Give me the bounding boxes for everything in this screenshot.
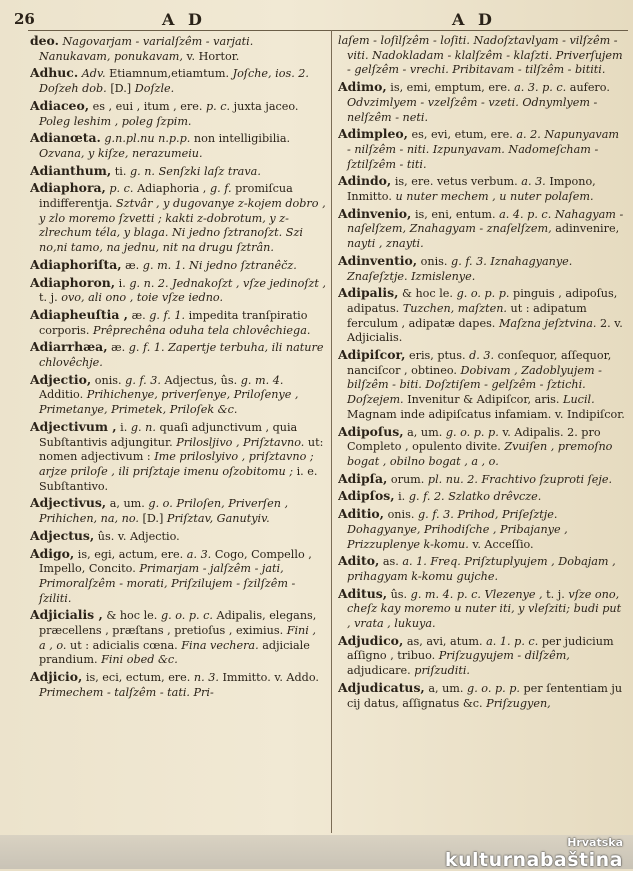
latin-text: t. j. (39, 291, 58, 305)
latin-text: ti. (114, 164, 127, 178)
croatian-gloss: Napunyavam - nilſzêm - niti. Izpunyavam. Nadomeſcham - ſztilſzêm - titi. (347, 128, 620, 171)
grammar-note: g. o. p. p. (445, 425, 499, 439)
latin-text: æ. (111, 341, 126, 355)
croatian-gloss: priſzuditi. (414, 664, 470, 678)
headword: Aditus, (338, 585, 388, 601)
latin-text: i. e. Subſtantivo. (39, 464, 318, 493)
croatian-gloss: Priſztav, Ganutyiv. (166, 512, 270, 526)
latin-text: & hoc le. (106, 609, 158, 623)
croatian-gloss: Tuzchen, maſzten. (402, 301, 507, 315)
latin-text: promiſcua indifferentja. (39, 182, 293, 211)
croatian-gloss: Nagovarjam - varialſzêm - varjati. Nanukavam, ponukavam, (39, 35, 254, 63)
grammar-note: a. 2. (516, 128, 541, 142)
croatian-gloss: Zvuiſen , premoſno bogat , obilno bogat , a , o. (347, 440, 613, 468)
latin-text: is, eni, entum. (414, 207, 496, 221)
croatian-gloss: Priſzugyen, (486, 696, 551, 710)
grammar-note: g. m. 4. (240, 373, 284, 387)
latin-text: i. (398, 490, 406, 504)
grammar-note: pl. nu. 2. (427, 472, 478, 486)
croatian-gloss: u nuter mechem , u nuter polaſem. (395, 190, 594, 204)
headword: Adipiſcor, (338, 347, 406, 363)
latin-text: Impono, Inmitto. (347, 175, 596, 204)
headword: Adito, (338, 553, 380, 569)
headword: Adimpleo, (338, 126, 408, 142)
watermark-line2: kulturnabaština (444, 849, 623, 871)
grammar-note: g. o. p. p. (467, 681, 520, 695)
dictionary-entry (30, 308, 326, 338)
latin-text: Adipalis, elegans, præcellens , præſtans , pretioſus , eximius. (39, 609, 317, 638)
latin-text: a, um. (109, 497, 145, 511)
dictionary-entry (338, 587, 626, 632)
headword: Adinvenio, (338, 205, 412, 221)
croatian-gloss: Joſche, ios. 2. Doſzeh dob. (39, 67, 309, 96)
grammar-note: g. o. p. p. (456, 287, 510, 301)
latin-text: Adiaphoria , (137, 182, 207, 196)
latin-text: onis. (94, 373, 122, 387)
watermark-logo (445, 836, 623, 871)
headword: Adianthum, (30, 162, 112, 178)
headword: Adjudico, (338, 632, 404, 648)
grammar-note: g. f. 3. (125, 373, 161, 387)
croatian-gloss: Prihod, Priſeſztje. Dohagyanye, Prihodiſche , Pribajanye , Prizzuplenye k-komu. (347, 508, 568, 551)
dictionary-entry (338, 681, 626, 711)
croatian-gloss: Poleg leshim , poleg ſzpim. (39, 114, 192, 128)
dictionary-entry (30, 99, 326, 129)
dictionary-entry (338, 634, 626, 679)
latin-text: Adjectus, ûs. (164, 373, 238, 387)
latin-text: impedita tranſpiratio corporis. (39, 308, 308, 337)
grammar-note: a. 1. Freq. (402, 555, 461, 569)
latin-text: juxta jaceo. (233, 99, 299, 113)
latin-text: ut: nomen adjectivum : (39, 435, 324, 464)
headword: Adipſos, (338, 488, 395, 504)
grammar-note: g. n. (130, 420, 156, 434)
dictionary-entry (30, 547, 326, 607)
croatian-gloss: Fina vechera. (181, 638, 259, 652)
header-rule (28, 30, 628, 31)
headword: Adiapheuſtia , (30, 306, 128, 322)
latin-text: Invenitur & Adipiſcor, aris. (407, 393, 560, 407)
latin-text: onis. (387, 508, 415, 522)
latin-text: per ſententiam ju cij datus, aſſignatus &c. (347, 681, 623, 710)
headword: Adindo, (338, 173, 392, 189)
croatian-gloss: Nahagyam - naſelſzem, Znahagyam - znaſelſzem, (347, 207, 624, 236)
latin-text: non intelligibilia. (193, 132, 291, 146)
grammar-note: g. f. 1. (128, 341, 165, 355)
dictionary-entry (338, 507, 626, 552)
latin-text: adjudicare. (347, 664, 411, 678)
dictionary-entry (338, 554, 626, 584)
latin-text: Etiamnum,etiamtum. (109, 67, 230, 81)
croatian-gloss: Vlezenye , (484, 587, 543, 601)
dictionary-entry (30, 420, 326, 495)
latin-text: eris, ptus. (409, 349, 466, 363)
headword: Adjicio, (30, 669, 83, 685)
watermark-line1: Hrvatska (567, 836, 623, 849)
dictionary-entry (338, 489, 626, 505)
croatian-gloss: Szlatko drêvcze. (448, 490, 542, 504)
grammar-note: Adv. (81, 67, 106, 81)
headword: Adiaceo, (30, 97, 90, 113)
headword: Adhuc. (30, 65, 79, 81)
croatian-gloss: Primechem - talſzêm - tati. Pri- (39, 685, 214, 699)
headword: Adjectio, (30, 371, 92, 387)
latin-text: [D.] (110, 82, 132, 96)
croatian-gloss: Prihichenye, priverſenye, Priloſenye , Primetanye, Primetek, Priloſek &c. (39, 388, 299, 417)
dictionary-entry (30, 340, 326, 370)
grammar-note: g. n. (129, 164, 155, 178)
croatian-gloss: Fini obed &c. (101, 653, 178, 667)
latin-text: is, eci, ectum, ere. (85, 671, 191, 685)
croatian-gloss: Ni jedno ſztranêčz. (189, 258, 297, 272)
latin-text: is, ere. vetus verbum. (394, 175, 518, 189)
latin-text: æ. (125, 258, 140, 272)
dictionary-entry (30, 670, 326, 700)
latin-text: v. Adipalis. 2. pro Completo , opulento divite. (347, 425, 601, 454)
dictionary-entry (30, 66, 326, 96)
grammar-note: a. 3. (186, 547, 212, 561)
dictionary-entry (338, 174, 626, 204)
dictionary-entry (30, 181, 326, 256)
croatian-gloss: Prilosljivo , Priſztavno. (176, 435, 305, 449)
latin-text: a, um. (407, 425, 443, 439)
grammar-note: n. 3. (193, 671, 219, 685)
croatian-gloss: vſze ono, cheſz kay moremo u nuter iti, y vleſziti; budi put , vrata , lukuya. (347, 587, 622, 631)
latin-text: quaſi adjunctivum , quia Subſtantivis adjungitur. (39, 420, 298, 449)
latin-text: onis. (420, 254, 448, 268)
latin-text: Immitto. v. Addo. (222, 671, 319, 685)
dictionary-entry (30, 34, 326, 64)
headword: Adipoſus, (338, 423, 404, 439)
headword: Adjectivum , (30, 418, 117, 434)
latin-text: es , eui , itum , ere. (92, 99, 203, 113)
latin-text: Cogo, Compello , Impello, Concito. (39, 547, 312, 576)
dictionary-entry (338, 127, 626, 172)
headword: Adigo, (30, 545, 75, 561)
croatian-gloss: laſem - loſilſzêm - loſiti. Nadoſztavlyam - vilſzêm - viti. Nadokladam - klalſzêm - klaſzti. Priverſujem - gelſzêm - vrechi. Pribitavam - tilſzêm - bititi. (338, 34, 623, 77)
dictionary-entry (338, 425, 626, 470)
grammar-note: a. 3. (521, 175, 546, 189)
latin-text: æ. (131, 308, 146, 322)
latin-text: adjiciale prandium. (39, 638, 310, 667)
grammar-note: g. f. 2. (408, 490, 445, 504)
latin-text: is, emi, emptum, ere. (390, 81, 511, 95)
dictionary-entry (30, 131, 326, 161)
column-divider (331, 30, 332, 833)
croatian-gloss: ovo, ali ono , toie vſze iedno. (61, 291, 224, 305)
latin-text: as. (382, 555, 399, 569)
dictionary-entry (30, 276, 326, 306)
headword: Adiaphoron, (30, 274, 116, 290)
grammar-note: g. o. (148, 497, 173, 511)
latin-text: t. j. (546, 587, 565, 601)
croatian-gloss: Zapertje terbuha, ili nature chlovêchje. (39, 341, 324, 370)
croatian-gloss: Frachtivo ſzuproti ſeje. (481, 472, 613, 486)
grammar-note: g.n.pl.nu n.p.p. (104, 132, 191, 146)
grammar-note: p. c. (205, 99, 231, 113)
latin-text: v. Acceſſio. (472, 537, 534, 551)
croatian-gloss: Prêprechêna oduha tela chlovêchiega. (93, 323, 311, 337)
croatian-gloss: Iznahagyanye. Znaſeſztje. Izmislenye. (347, 254, 573, 283)
headword: Aditio, (338, 506, 384, 522)
headword: Adianœta. (30, 130, 101, 146)
dictionary-entry (338, 472, 626, 488)
dictionary-entry (338, 80, 626, 125)
latin-text: [D.] (142, 512, 164, 526)
latin-text: pinguis , adipoſus, adipatus. (347, 287, 618, 315)
croatian-gloss: Priſztuplyujem , Dobajam , prihagyam k-komu gujche. (347, 555, 616, 583)
croatian-gloss: Odvzimlyem - vzelſzêm - vzeti. Odnymlyem - nelſzêm - neti. (347, 95, 598, 124)
grammar-note: g. f. 3. (451, 254, 487, 268)
latin-text: & hoc le. (401, 287, 453, 301)
croatian-gloss: Sztvâr , y dugovanye z-kojem dobro , y zlo moremo ſzvetti ; kakti z-dobrotum, y z-zlrechum téla, y blaga. Ni jedno ſztranoſzt. Szi no,ni tamo, na jednu, nit na drugu ſztrân. (39, 197, 326, 255)
grammar-note: a. 1. p. c. (486, 634, 539, 648)
dictionary-entry (338, 286, 626, 346)
headword: Adjectus, (30, 527, 95, 543)
latin-text: i. (118, 276, 126, 290)
latin-text: v. Hortor. (186, 49, 240, 63)
grammar-note: a. 4. p. c. (499, 207, 552, 221)
headword: Adjectivus, (30, 495, 107, 511)
grammar-note: g. f. 3. (417, 508, 454, 522)
dictionary-entry (338, 207, 626, 252)
grammar-note: p. c. (109, 182, 134, 196)
latin-text: Magnam inde adipiſcatus infamiam. v. Indipiſcor. (347, 407, 625, 421)
latin-text: i. (120, 420, 128, 434)
croatian-gloss: Ime priloslyivo , priſztavno ; arjze priloſe , ili priſztaje imenu oſzobitomu ; (39, 450, 314, 478)
latin-text: ut : adipatum ferculum , adipatæ dapes. (347, 301, 587, 330)
grammar-note: g. m. 4. p. c. (410, 587, 481, 601)
croatian-gloss: nayti , znayti. (347, 237, 424, 251)
headword: Adjicialis , (30, 607, 103, 623)
croatian-gloss: Priſzugyujem - dilſzêm, (438, 649, 570, 663)
latin-text: ûs. v. Adjectio. (97, 529, 180, 543)
latin-text: ûs. (390, 587, 408, 601)
left-column (30, 34, 326, 834)
latin-text: 2. v. Adjicialis. (347, 316, 623, 345)
headword: Adimo, (338, 79, 387, 95)
croatian-gloss: Priloſen, Priverſen , Prihichen, na, no. (39, 497, 289, 526)
dictionary-entry (30, 496, 326, 526)
latin-text: ut : adicialis cœna. (70, 638, 178, 652)
headword: Adiaphoriſta, (30, 256, 122, 272)
page-number: 26 (14, 10, 35, 28)
latin-text: aufero. (569, 81, 610, 95)
croatian-gloss: Doſzle. (134, 82, 175, 96)
grammar-note: d. 3. (469, 349, 495, 363)
latin-text: a, um. (428, 681, 464, 695)
dictionary-entry (30, 258, 326, 274)
croatian-gloss: Senſzki laſz trava. (158, 164, 261, 178)
croatian-gloss: Maſzna jeſztvina. (498, 316, 597, 330)
running-head-left: A D (162, 10, 206, 29)
grammar-note: g. f. (209, 182, 232, 196)
headword: Adiarrhæa, (30, 339, 108, 355)
grammar-note: a. 3. p. c. (514, 81, 567, 95)
croatian-gloss: Ozvana, y kiſze, nerazumeiu. (39, 146, 203, 160)
headword: Adinventio, (338, 252, 418, 268)
latin-text: Additio. (39, 388, 84, 402)
latin-text: is, egi, actum, ere. (77, 547, 184, 561)
dictionary-entry (30, 608, 326, 668)
running-head-right: A D (452, 10, 496, 29)
dictionary-entry (30, 529, 326, 545)
right-column (338, 34, 626, 834)
latin-text: es, evi, etum, ere. (411, 128, 513, 142)
dictionary-entry (338, 348, 626, 423)
grammar-note: g. n. 2. (129, 276, 169, 290)
headword: Adipſa, (338, 470, 388, 486)
dictionary-entry (338, 34, 626, 78)
croatian-gloss: Dobivam , Zadoblyujem - bilſzêm - biti. Doſztiſem - gelſzêm - ſztichi. Doſzejem. (347, 363, 602, 407)
latin-text: adinvenire, (555, 222, 620, 236)
grammar-note: g. f. 1. (149, 308, 186, 322)
headword: Adiaphora, (30, 180, 106, 196)
headword: Adjudicatus, (338, 679, 425, 695)
dictionary-entry (338, 254, 626, 284)
latin-text: conſequor, aſſequor, nanciſcor , obtineo. (347, 349, 612, 377)
latin-text: as, avi, atum. (406, 634, 483, 648)
grammar-note: Lucil. (563, 393, 595, 407)
headword: Adipalis, (338, 285, 399, 301)
latin-text: orum. (390, 472, 425, 486)
grammar-note: g. m. 1. (142, 258, 186, 272)
latin-text: per judicium aſſigno , tribuo. (347, 634, 614, 663)
dictionary-entry (30, 164, 326, 180)
croatian-gloss: Jednakoſzt , vſze jedinoſzt , (172, 276, 326, 290)
dictionary-entry (30, 373, 326, 418)
grammar-note: g. o. p. c. (160, 609, 213, 623)
croatian-gloss: Fini , a , o. (39, 624, 316, 652)
headword: deo. (30, 34, 59, 48)
croatian-gloss: Primarjam - jalſzêm - jati, Primoralſzêm - morati, Priſzilujem - ſzilſzêm - ſziliti. (39, 562, 296, 605)
